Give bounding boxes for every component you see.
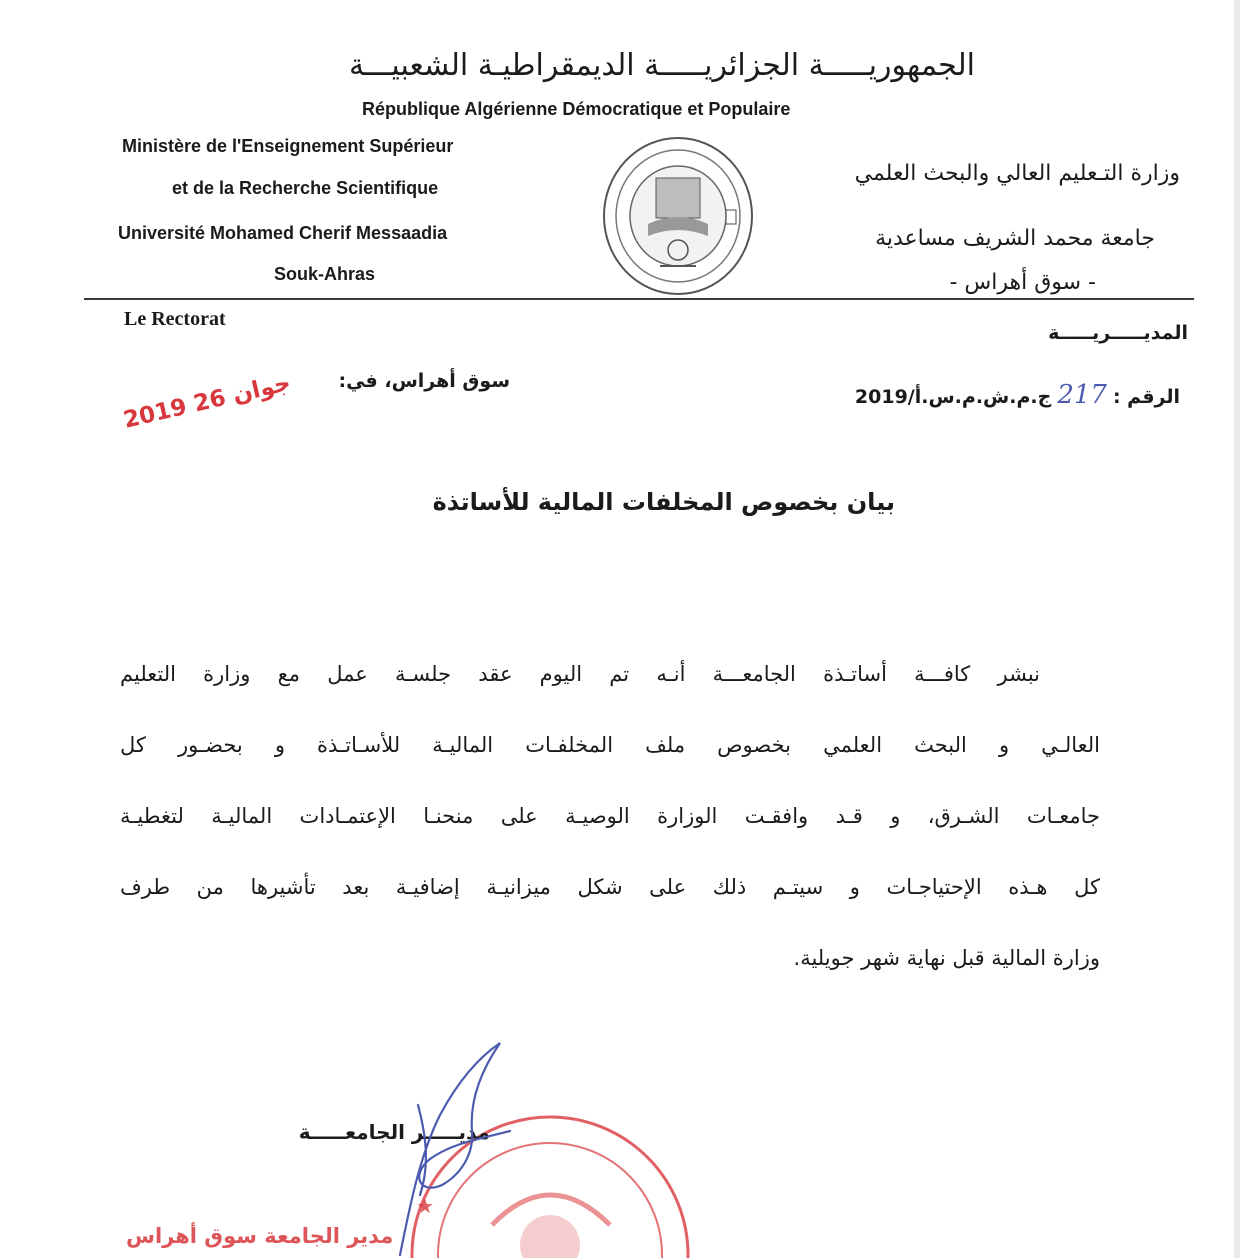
reference-code: ج.م.ش.م.س.أ/2019	[854, 386, 1052, 408]
letter-body	[120, 662, 1100, 1017]
body-line-3: جامعـات الشـرق، و قـد وافقـت الوزارة الوصيـة على منحنـا الإعتمـادات الماليـة لتغطيـة	[120, 804, 1100, 828]
university-name-ar: جامعة محمد الشريف مساعدية	[875, 226, 1155, 251]
university-logo	[598, 126, 758, 298]
reference-row	[855, 380, 1180, 410]
header-divider	[84, 298, 1194, 300]
body-line-1: نبشر كافـــة أساتـذة الجامعـــة أنـه تم اليوم عقد جلسـة عمل مع وزارة التعليم	[120, 662, 1040, 686]
reference-label: الرقم :	[1112, 386, 1180, 408]
republic-title-fr: République Algérienne Démocratique et Populaire	[362, 99, 791, 119]
body-line-2: العالـي و البحث العلمي بخصوص ملف المخلفـات الماليـة للأسـاتـذة و بحضـور كل	[120, 733, 1100, 757]
letter-subject: بيان بخصوص المخلفات المالية للأساتذة	[432, 488, 895, 516]
university-name-fr: Université Mohamed Cherif Messaadia	[118, 223, 448, 243]
directorate-label-ar: المديـــــريـــــة	[1048, 322, 1188, 344]
stamp-text: مدير الجامعة سوق أهراس	[126, 1224, 394, 1248]
ministry-fr-line1: Ministère de l'Enseignement Supérieur	[122, 136, 454, 156]
reference-number-handwritten: 217	[1057, 380, 1107, 410]
body-line-4: كل هـذه الإحتياجـات و سيتـم ذلك على شكل ميزانيـة إضافيـة بعد تأشيرها من طرف	[120, 875, 1100, 899]
date-stamp: 2019 جوان 26	[121, 369, 294, 434]
svg-text:★: ★	[416, 1194, 434, 1218]
ministry-name-ar: وزارة التـعليم العالي والبحث العلمي	[854, 161, 1180, 186]
city-name-fr: Souk-Ahras	[274, 264, 376, 284]
place-date-label: سوق أهراس، في:	[338, 370, 510, 392]
signature-title-ar: مديـــــر الجامعـــــة	[298, 1120, 490, 1144]
ministry-fr-line2: et de la Recherche Scientifique	[172, 178, 439, 198]
scan-edge	[1234, 0, 1240, 1258]
city-name-ar: - سوق أهراس -	[949, 270, 1096, 295]
republic-title-ar: الجمهوريـــــة الجزائريـــــة الديمقراطيـة الشعبيـــة	[348, 48, 975, 83]
rectorat-label: Le Rectorat	[124, 308, 226, 330]
body-line-5: وزارة المالية قبل نهاية شهر جويلية.	[793, 946, 1100, 970]
